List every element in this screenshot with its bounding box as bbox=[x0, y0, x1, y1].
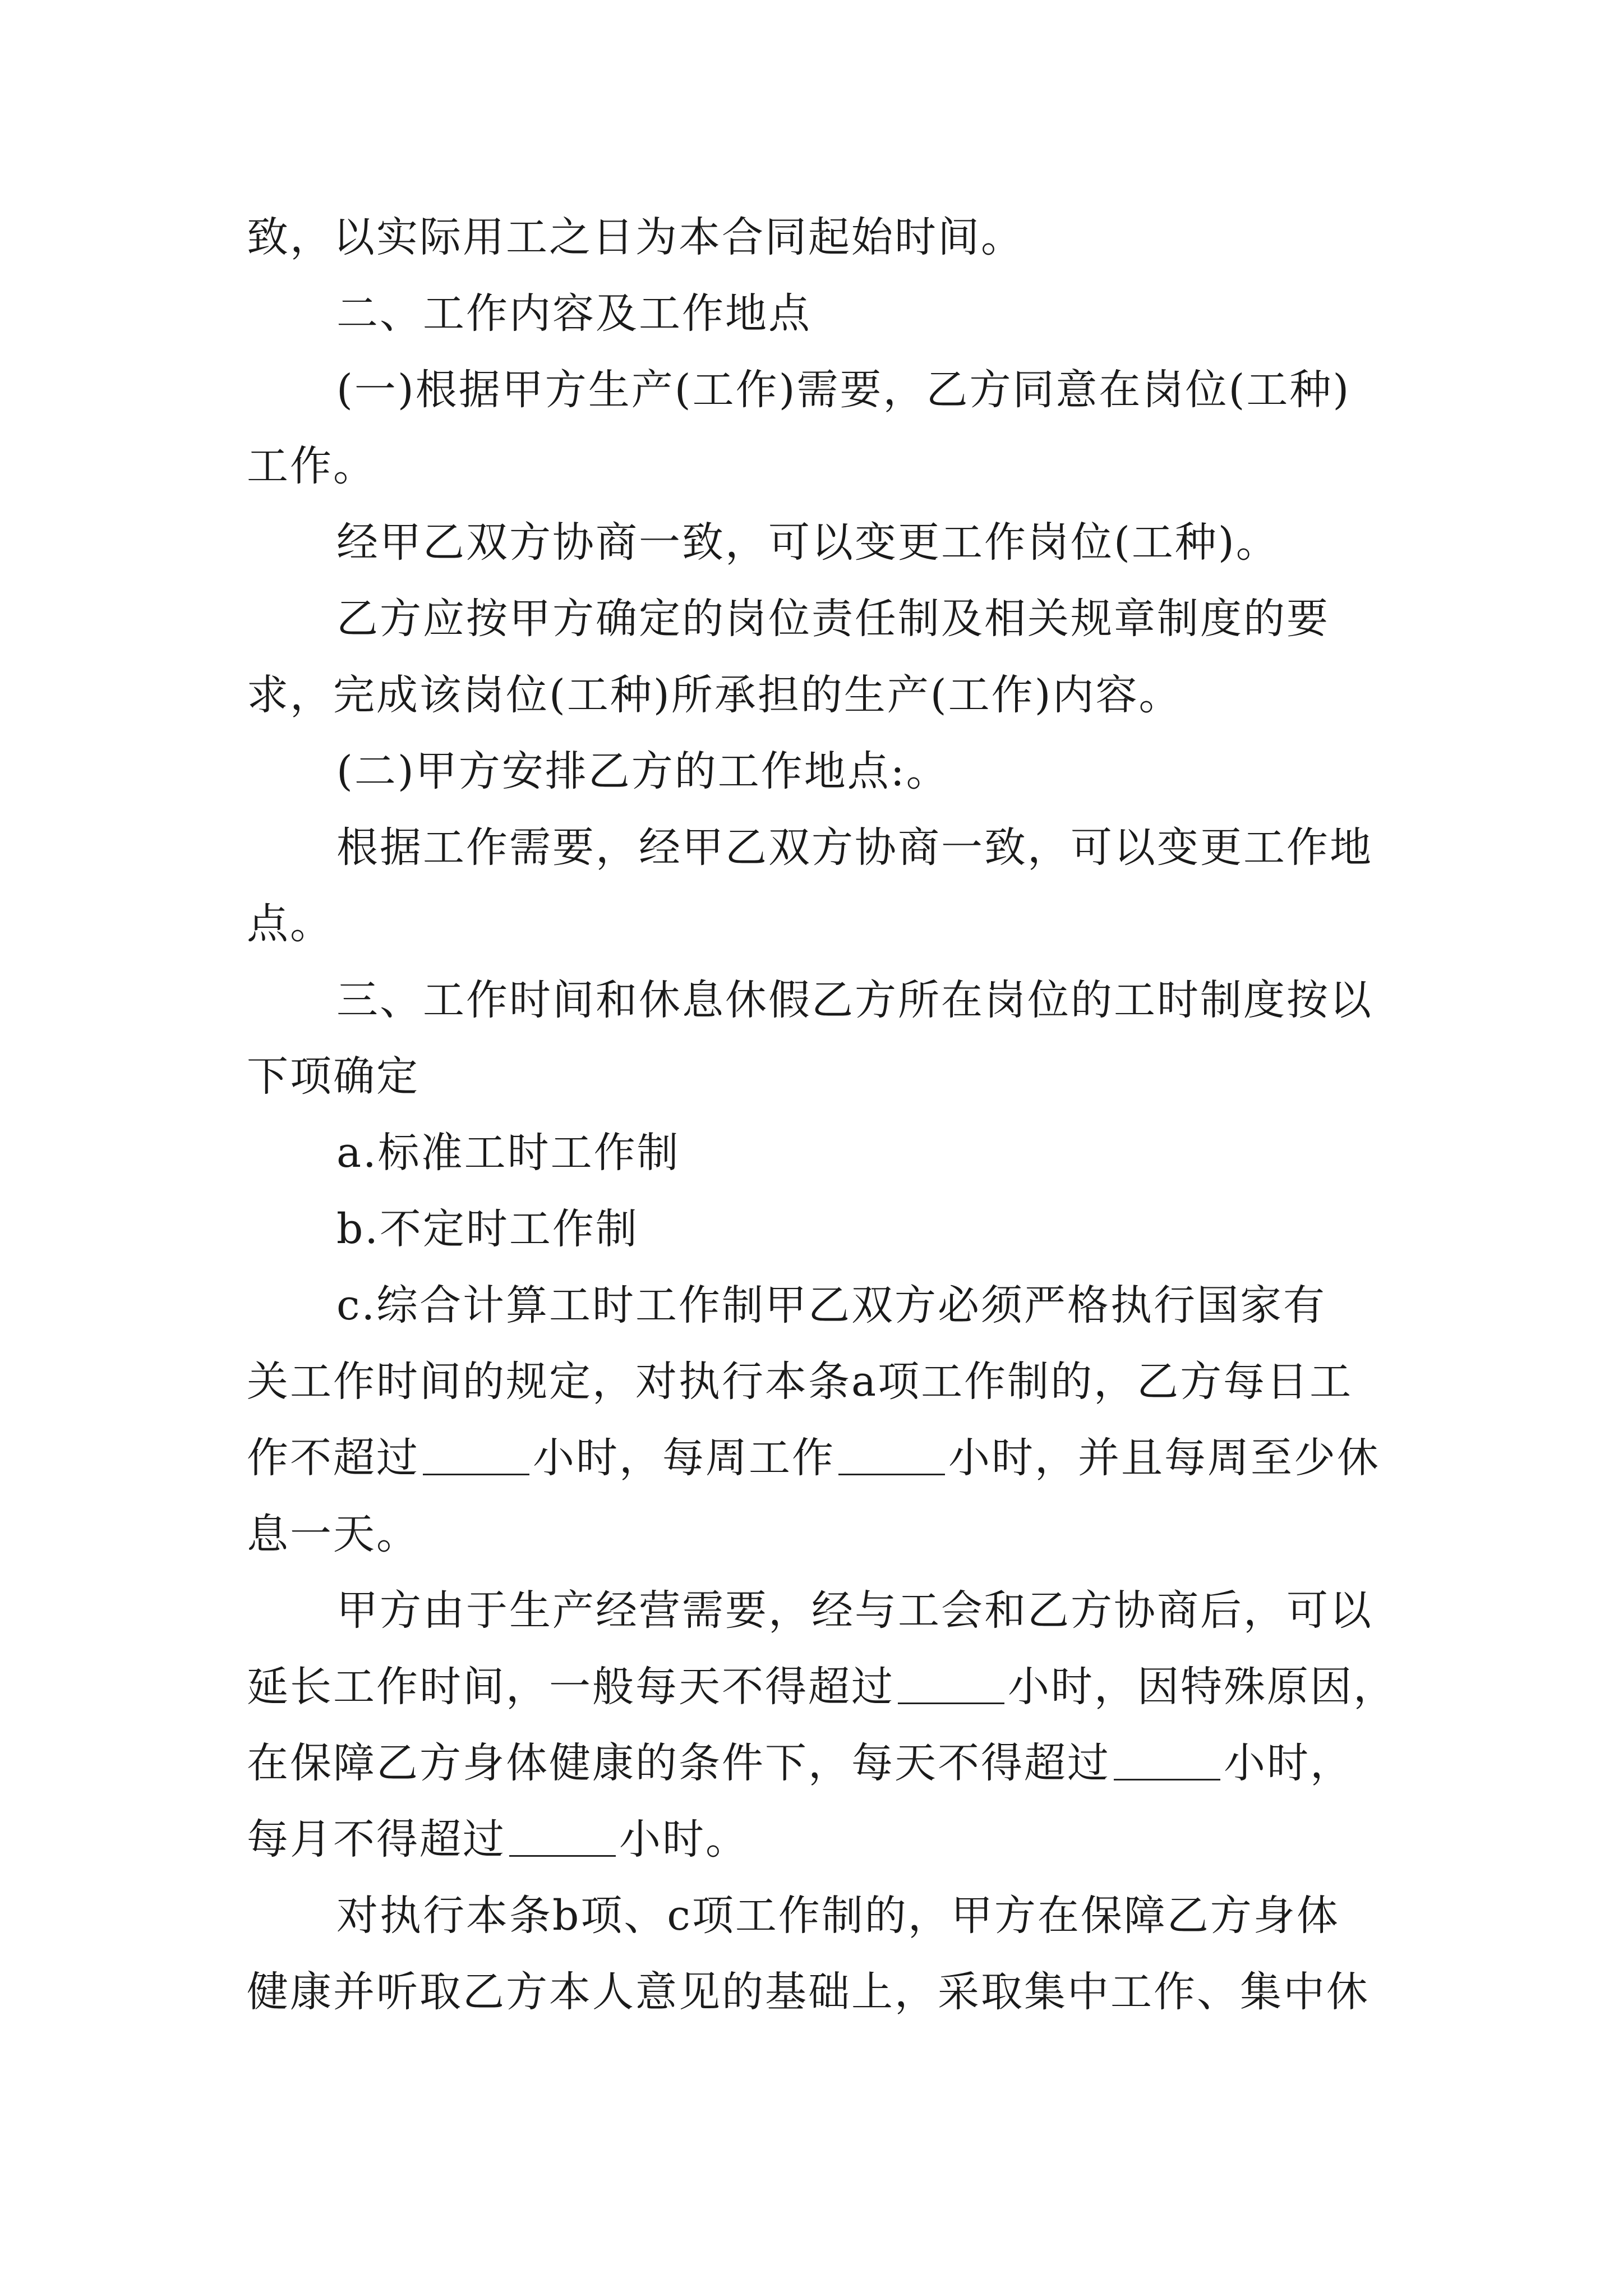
text-segment: 小时，每周工作 bbox=[533, 1434, 835, 1482]
text-line: (二)甲方安排乙方的工作地点:。 bbox=[336, 747, 949, 795]
text-segment: 延长工作时间，一般每天不得超过 bbox=[247, 1663, 895, 1711]
contract-text bbox=[247, 199, 1396, 2030]
text-line: 根据工作需要，经甲乙双方协商一致，可以变更工作地 bbox=[336, 823, 1373, 872]
text-segment: 小时，并且每周至少休 bbox=[948, 1434, 1380, 1482]
text-line-with-blanks bbox=[247, 1801, 1385, 1878]
text-line: 甲方由于生产经营需要，经与工会和乙方协商后，可以 bbox=[336, 1586, 1373, 1635]
text-line: 求，完成该岗位(工种)所承担的生产(工作)内容。 bbox=[247, 671, 1182, 719]
fill-in-blank bbox=[1114, 1737, 1220, 1780]
fill-in-blank bbox=[898, 1661, 1004, 1704]
text-segment: 在保障乙方身体健康的条件下，每天不得超过 bbox=[247, 1739, 1110, 1787]
section-heading-work-content: 二、工作内容及工作地点 bbox=[336, 289, 811, 338]
text-segment: 小时， bbox=[1224, 1739, 1353, 1787]
text-line-with-blanks bbox=[247, 1649, 1396, 1725]
text-line: 点。 bbox=[247, 900, 333, 948]
text-line: (一)根据甲方生产(工作)需要，乙方同意在岗位(工种) bbox=[336, 366, 1351, 414]
option-a: a.标准工时工作制 bbox=[336, 1129, 680, 1177]
text-line: 息一天。 bbox=[247, 1510, 419, 1558]
text-segment: 每月不得超过 bbox=[247, 1815, 506, 1864]
text-line: 工作。 bbox=[247, 442, 376, 490]
text-line: 乙方应按甲方确定的岗位责任制及相关规章制度的要 bbox=[336, 595, 1330, 643]
fill-in-blank bbox=[838, 1432, 945, 1475]
section-heading-work-time: 三、工作时间和休息休假乙方所在岗位的工时制度按以 bbox=[336, 976, 1373, 1024]
text-line: 经甲乙双方协商一致，可以变更工作岗位(工种)。 bbox=[336, 518, 1279, 567]
text-line: 对执行本条b项、c项工作制的，甲方在保障乙方身体 bbox=[336, 1892, 1340, 1940]
text-segment: 小时，因特殊原因， bbox=[1008, 1663, 1396, 1711]
text-segment: 作不超过 bbox=[247, 1434, 419, 1482]
text-line: 健康并听取乙方本人意见的基础上，采取集中工作、集中休 bbox=[247, 1968, 1370, 2016]
text-line-with-blanks bbox=[247, 1420, 1385, 1496]
text-line: 致，以实际用工之日为本合同起始时间。 bbox=[247, 213, 1024, 261]
fill-in-blank bbox=[423, 1432, 529, 1475]
text-segment: 小时。 bbox=[619, 1815, 749, 1864]
fill-in-blank bbox=[509, 1814, 616, 1857]
text-line: 下项确定 bbox=[247, 1052, 419, 1101]
text-line: 关工作时间的规定，对执行本条a项工作制的，乙方每日工 bbox=[247, 1358, 1353, 1406]
option-c: c.综合计算工时工作制甲乙双方必须严格执行国家有 bbox=[336, 1281, 1326, 1329]
option-b: b.不定时工作制 bbox=[336, 1205, 639, 1253]
text-line-with-blanks bbox=[247, 1725, 1385, 1801]
